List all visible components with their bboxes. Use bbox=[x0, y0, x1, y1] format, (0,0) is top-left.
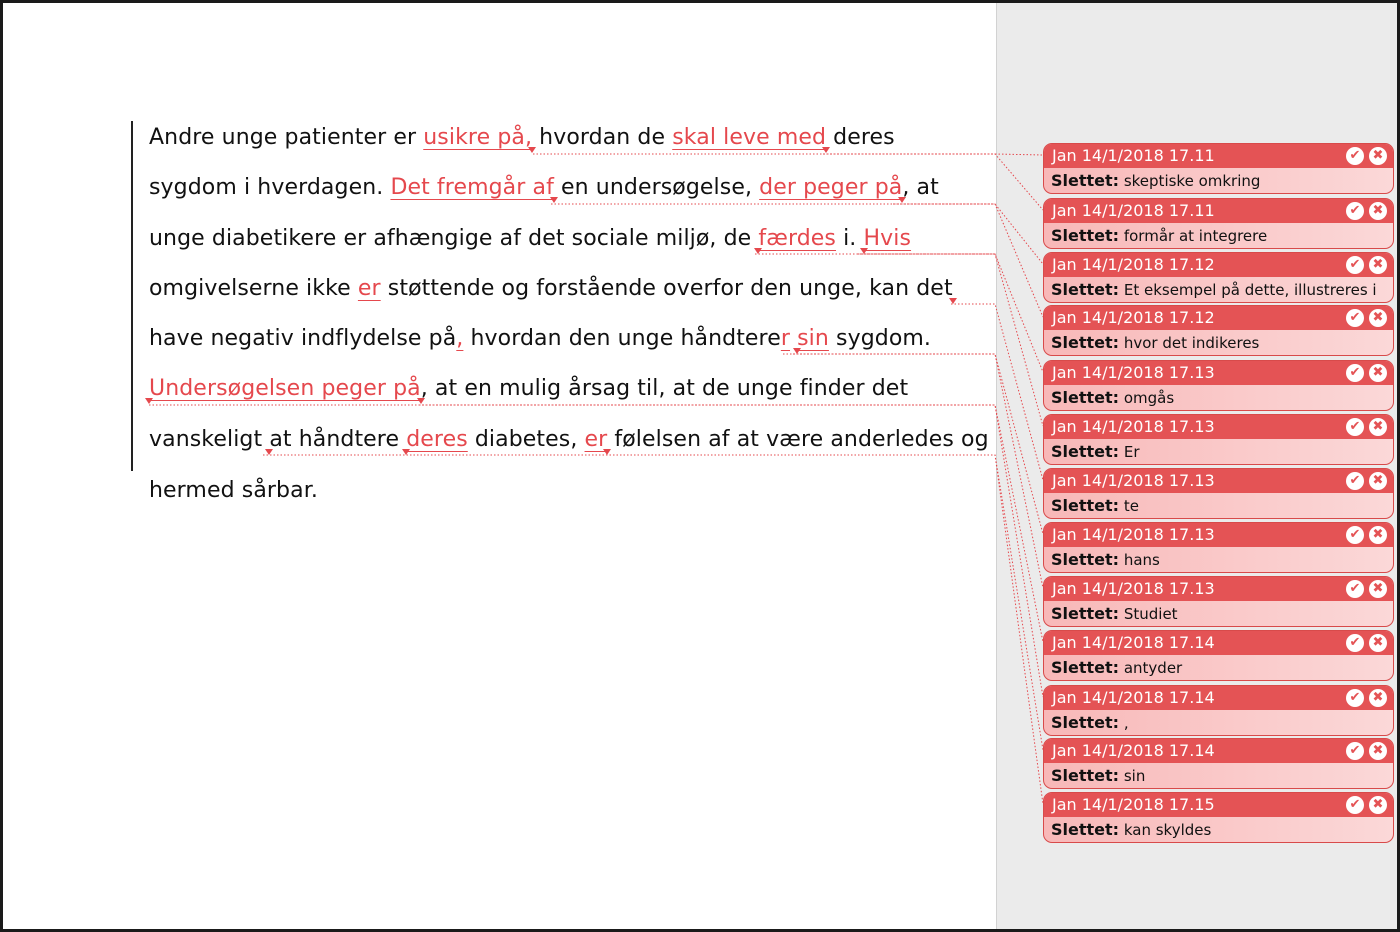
checkmark-icon[interactable]: ✔ bbox=[1346, 634, 1364, 652]
checkmark-icon[interactable]: ✔ bbox=[1346, 472, 1364, 490]
revision-balloon[interactable] bbox=[1043, 630, 1394, 681]
text-run: sygdom i hverdagen. bbox=[149, 175, 391, 200]
revision-balloon[interactable] bbox=[1043, 143, 1394, 194]
checkmark-icon[interactable]: ✔ bbox=[1346, 580, 1364, 598]
deleted-label: Slettet: bbox=[1051, 388, 1120, 407]
deleted-label: Slettet: bbox=[1051, 333, 1120, 352]
text-line[interactable] bbox=[149, 224, 911, 254]
inserted-text[interactable]: Det fremgår af bbox=[390, 175, 554, 200]
balloon-body bbox=[1044, 223, 1393, 249]
revision-timestamp: Jan 14/1/2018 17.14 bbox=[1052, 633, 1215, 652]
text-run: unge diabetikere er afhængige af det sociale miljø, de bbox=[149, 226, 759, 251]
deletion-marker-icon[interactable] bbox=[949, 298, 957, 304]
revision-balloon[interactable] bbox=[1043, 252, 1394, 303]
revision-balloon[interactable] bbox=[1043, 198, 1394, 249]
text-run: støttende og forstående overfor den unge, kan det bbox=[380, 276, 953, 301]
revision-timestamp: Jan 14/1/2018 17.13 bbox=[1052, 471, 1215, 490]
revision-timestamp: Jan 14/1/2018 17.13 bbox=[1052, 363, 1215, 382]
revision-timestamp: Jan 14/1/2018 17.14 bbox=[1052, 688, 1215, 707]
inserted-text[interactable]: sin bbox=[797, 326, 829, 351]
revision-balloon[interactable] bbox=[1043, 738, 1394, 789]
revision-balloon[interactable] bbox=[1043, 576, 1394, 627]
deleted-text: hans bbox=[1123, 551, 1160, 569]
balloon-body bbox=[1044, 330, 1393, 356]
deleted-text: sin bbox=[1123, 767, 1146, 785]
inserted-text[interactable]: , bbox=[456, 326, 464, 351]
close-icon[interactable]: ✖ bbox=[1369, 634, 1387, 652]
deleted-label: Slettet: bbox=[1051, 496, 1120, 515]
balloon-body bbox=[1044, 439, 1393, 465]
deleted-text: formår at integrere bbox=[1123, 227, 1268, 245]
revision-balloon[interactable] bbox=[1043, 360, 1394, 411]
deleted-text: Et eksempel på dette, illustreres i bbox=[1123, 281, 1377, 299]
inserted-text[interactable]: Hvis bbox=[863, 226, 912, 251]
close-icon[interactable]: ✖ bbox=[1369, 202, 1387, 220]
balloon-body bbox=[1044, 547, 1393, 573]
text-run: Andre unge patienter er bbox=[149, 125, 424, 150]
text-run: hvordan de bbox=[532, 125, 673, 150]
checkmark-icon[interactable]: ✔ bbox=[1346, 689, 1364, 707]
text-line[interactable] bbox=[149, 425, 989, 455]
inserted-text[interactable]: der peger på bbox=[759, 175, 903, 200]
deleted-text: Er bbox=[1123, 443, 1140, 461]
checkmark-icon[interactable]: ✔ bbox=[1346, 418, 1364, 436]
revision-timestamp: Jan 14/1/2018 17.13 bbox=[1052, 525, 1215, 544]
balloon-header bbox=[1044, 739, 1393, 763]
revision-timestamp: Jan 14/1/2018 17.13 bbox=[1052, 579, 1215, 598]
balloon-body bbox=[1044, 277, 1393, 303]
close-icon[interactable]: ✖ bbox=[1369, 742, 1387, 760]
balloon-body bbox=[1044, 385, 1393, 411]
text-run: at håndtere bbox=[269, 427, 407, 452]
text-run: omgivelserne ikke bbox=[149, 276, 358, 301]
deleted-text: , bbox=[1123, 714, 1129, 732]
inserted-text[interactable]: usikre på, bbox=[423, 125, 533, 150]
inserted-text[interactable]: er bbox=[357, 276, 381, 301]
checkmark-icon[interactable]: ✔ bbox=[1346, 202, 1364, 220]
revision-balloon[interactable] bbox=[1043, 305, 1394, 356]
close-icon[interactable]: ✖ bbox=[1369, 580, 1387, 598]
balloon-body bbox=[1044, 601, 1393, 627]
balloon-header bbox=[1044, 523, 1393, 547]
revision-timestamp: Jan 14/1/2018 17.15 bbox=[1052, 795, 1215, 814]
inserted-text[interactable]: r bbox=[780, 326, 791, 351]
document-page[interactable] bbox=[3, 3, 996, 929]
close-icon[interactable]: ✖ bbox=[1369, 256, 1387, 274]
checkmark-icon[interactable]: ✔ bbox=[1346, 309, 1364, 327]
balloon-header bbox=[1044, 361, 1393, 385]
text-run: en undersøgelse, bbox=[553, 175, 760, 200]
revision-balloon[interactable] bbox=[1043, 414, 1394, 465]
revision-timestamp: Jan 14/1/2018 17.11 bbox=[1052, 201, 1215, 220]
deleted-text: te bbox=[1123, 497, 1139, 515]
revision-timestamp: Jan 14/1/2018 17.11 bbox=[1052, 146, 1215, 165]
checkmark-icon[interactable]: ✔ bbox=[1346, 526, 1364, 544]
deleted-label: Slettet: bbox=[1051, 658, 1120, 677]
inserted-text[interactable]: færdes bbox=[758, 226, 836, 251]
deleted-text: antyder bbox=[1123, 659, 1183, 677]
deleted-label: Slettet: bbox=[1051, 280, 1120, 299]
text-run: deres bbox=[826, 125, 895, 150]
revision-balloon[interactable] bbox=[1043, 468, 1394, 519]
balloon-header bbox=[1044, 631, 1393, 655]
balloon-header bbox=[1044, 577, 1393, 601]
balloon-body bbox=[1044, 763, 1393, 789]
checkmark-icon[interactable]: ✔ bbox=[1346, 742, 1364, 760]
text-run: i. bbox=[836, 226, 864, 251]
close-icon[interactable]: ✖ bbox=[1369, 526, 1387, 544]
inserted-text[interactable]: er bbox=[584, 427, 608, 452]
text-run: , at bbox=[902, 175, 939, 200]
close-icon[interactable]: ✖ bbox=[1369, 418, 1387, 436]
revision-timestamp: Jan 14/1/2018 17.13 bbox=[1052, 417, 1215, 436]
checkmark-icon[interactable]: ✔ bbox=[1346, 256, 1364, 274]
deleted-text: omgås bbox=[1123, 389, 1175, 407]
balloon-header bbox=[1044, 306, 1393, 330]
close-icon[interactable]: ✖ bbox=[1369, 364, 1387, 382]
text-line[interactable] bbox=[149, 374, 908, 404]
close-icon[interactable]: ✖ bbox=[1369, 796, 1387, 814]
close-icon[interactable]: ✖ bbox=[1369, 147, 1387, 165]
text-run: have negativ indflydelse på bbox=[149, 326, 457, 351]
balloon-header bbox=[1044, 793, 1393, 817]
balloon-body bbox=[1044, 655, 1393, 681]
deleted-label: Slettet: bbox=[1051, 171, 1120, 190]
checkmark-icon[interactable]: ✔ bbox=[1346, 796, 1364, 814]
revision-timestamp: Jan 14/1/2018 17.12 bbox=[1052, 308, 1215, 327]
inserted-text[interactable]: skal leve med bbox=[672, 125, 827, 150]
deleted-label: Slettet: bbox=[1051, 713, 1120, 732]
close-icon[interactable]: ✖ bbox=[1369, 689, 1387, 707]
balloon-header bbox=[1044, 253, 1393, 277]
revision-timestamp: Jan 14/1/2018 17.14 bbox=[1052, 741, 1215, 760]
close-icon[interactable]: ✖ bbox=[1369, 472, 1387, 490]
deleted-label: Slettet: bbox=[1051, 766, 1120, 785]
text-line[interactable] bbox=[149, 123, 895, 153]
revision-balloon[interactable] bbox=[1043, 522, 1394, 573]
markup-margin-pane bbox=[996, 3, 1400, 929]
text-line[interactable] bbox=[149, 173, 939, 203]
text-line[interactable] bbox=[149, 324, 931, 354]
balloon-body bbox=[1044, 817, 1393, 843]
text-line[interactable] bbox=[149, 274, 953, 304]
text-run: hermed sårbar. bbox=[149, 478, 318, 503]
text-run: vanskeligt bbox=[149, 427, 270, 452]
deleted-text: Studiet bbox=[1123, 605, 1178, 623]
balloon-header bbox=[1044, 686, 1393, 710]
inserted-text[interactable]: Undersøgelsen peger på bbox=[149, 376, 421, 401]
text-run: følelsen af at være anderledes og bbox=[607, 427, 989, 452]
checkmark-icon[interactable]: ✔ bbox=[1346, 364, 1364, 382]
balloon-body bbox=[1044, 493, 1393, 519]
close-icon[interactable]: ✖ bbox=[1369, 309, 1387, 327]
revision-balloon[interactable] bbox=[1043, 685, 1394, 736]
change-bar bbox=[131, 121, 133, 471]
text-line[interactable] bbox=[149, 476, 318, 506]
text-run: diabetes, bbox=[467, 427, 585, 452]
balloon-header bbox=[1044, 469, 1393, 493]
checkmark-icon[interactable]: ✔ bbox=[1346, 147, 1364, 165]
deleted-label: Slettet: bbox=[1051, 550, 1120, 569]
deleted-label: Slettet: bbox=[1051, 442, 1120, 461]
balloon-header bbox=[1044, 199, 1393, 223]
revision-timestamp: Jan 14/1/2018 17.12 bbox=[1052, 255, 1215, 274]
text-run: , at en mulig årsag til, at de unge finder det bbox=[420, 376, 909, 401]
deleted-label: Slettet: bbox=[1051, 820, 1120, 839]
deleted-text: hvor det indikeres bbox=[1123, 334, 1260, 352]
balloon-header bbox=[1044, 144, 1393, 168]
text-run: sygdom. bbox=[828, 326, 932, 351]
balloon-header bbox=[1044, 415, 1393, 439]
balloon-body bbox=[1044, 710, 1393, 736]
deleted-text: skeptiske omkring bbox=[1123, 172, 1261, 190]
deleted-text: kan skyldes bbox=[1123, 821, 1212, 839]
revision-balloon[interactable] bbox=[1043, 792, 1394, 843]
balloon-body bbox=[1044, 168, 1393, 194]
deleted-label: Slettet: bbox=[1051, 226, 1120, 245]
inserted-text[interactable]: deres bbox=[406, 427, 468, 452]
text-run: hvordan den unge håndtere bbox=[463, 326, 781, 351]
deleted-label: Slettet: bbox=[1051, 604, 1120, 623]
